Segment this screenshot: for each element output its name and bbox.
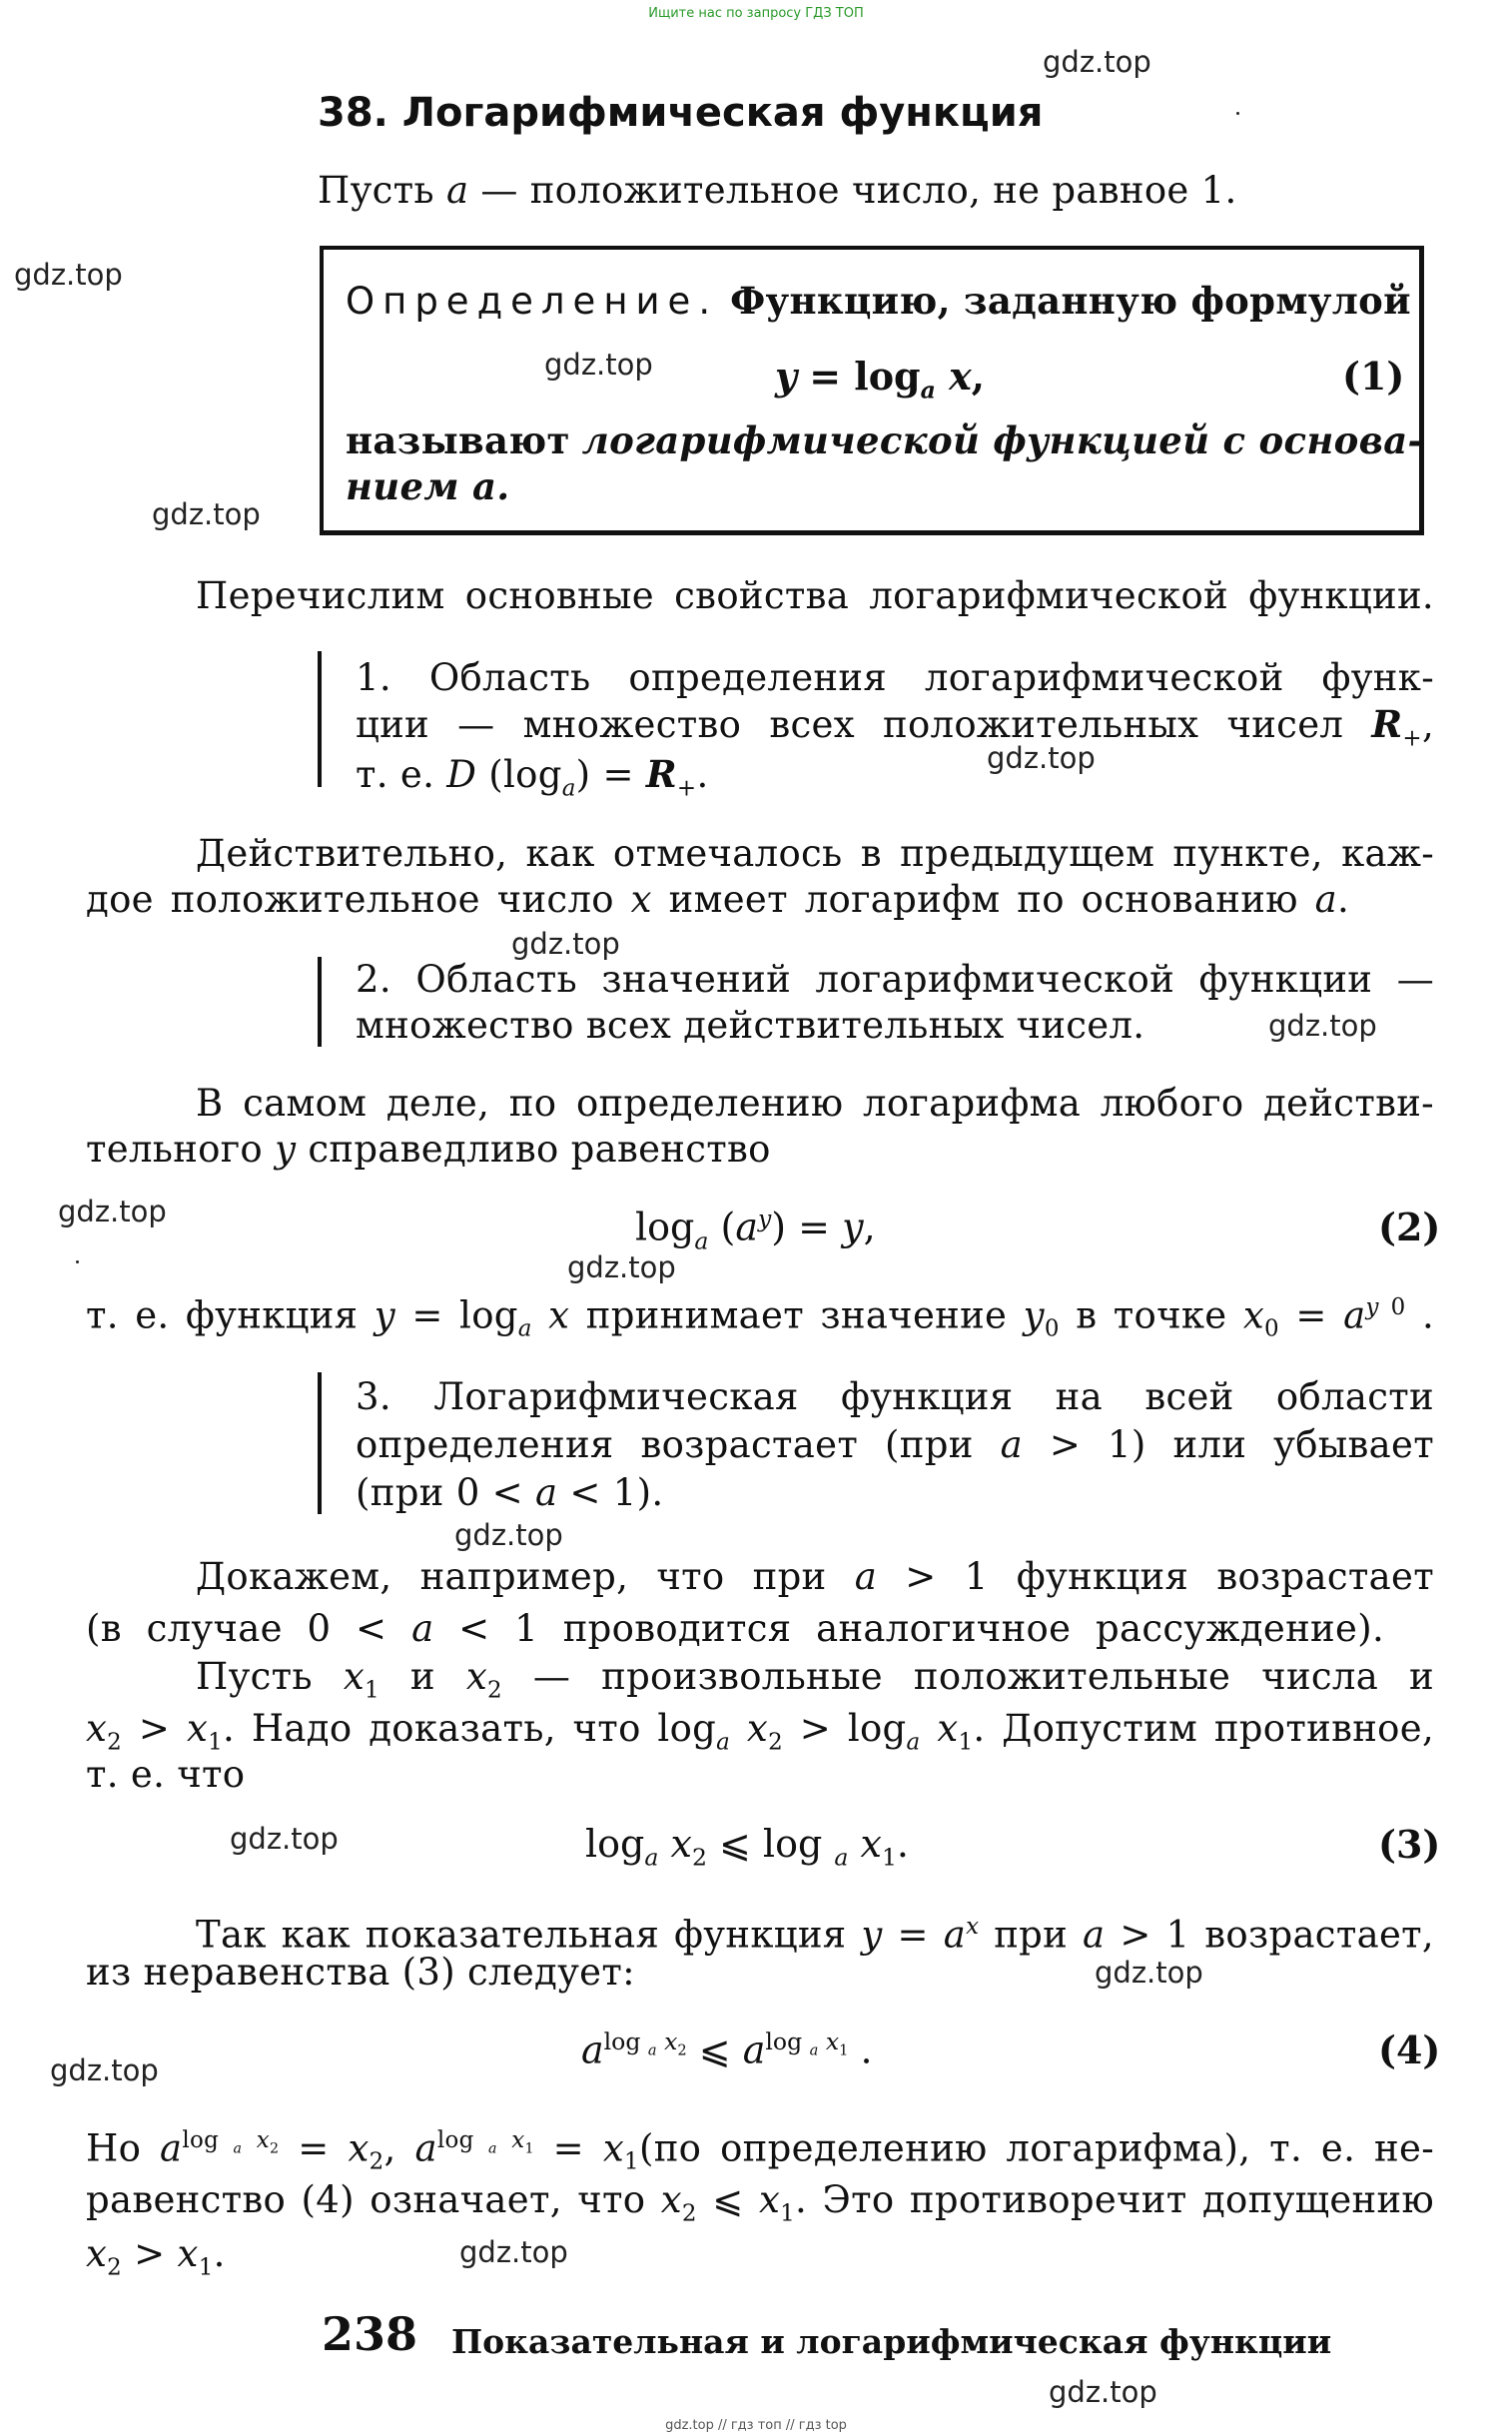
- watermark: gdz.top: [14, 258, 123, 292]
- list-intro: Перечислим основные свойства логарифмической функции.: [196, 574, 1434, 617]
- property-3-line-2: определения возрастает (при a > 1) или убывает: [356, 1423, 1434, 1466]
- formula-4: $a^{log _a x_2}$ ⩽ $a^{log _a x_1}$ .: [581, 2028, 873, 2072]
- paragraph-1-line-1: Действительно, как отмечалось в предыдущем пункте, каж-: [196, 832, 1434, 875]
- paragraph-3: т. е. функция $y = \log_a x$ принимает значение $y_0$ в точке $x_0 = a^{y 0}$ .: [86, 1293, 1435, 1342]
- definition-line-3: называют логарифмической функцией с основа-: [346, 418, 1424, 462]
- property-bar: [318, 651, 322, 787]
- property-1-line-2: ции — множество всех положительных чисел $R_+$,: [356, 702, 1434, 752]
- paragraph-6-line-2: из неравенства (3) следует:: [86, 1951, 635, 1994]
- watermark: gdz.top: [1268, 1009, 1377, 1043]
- watermark: gdz.top: [1043, 45, 1151, 79]
- definition-line-1: Определение. Функцию, заданную формулой: [346, 279, 1411, 323]
- formula-2: $\log_a (a^y) = y$,: [635, 1205, 876, 1255]
- paragraph-7-line-2: равенство (4) означает, что $x_2$ ⩽ $x_1$. Это противоречит допущению: [86, 2178, 1434, 2227]
- paragraph-2-line-2: тельного y справедливо равенство: [86, 1128, 771, 1171]
- paragraph-7-line-1: Но $a^{log _a x_2} = x_2$, $a^{log _a x_1} = x_1(по$ определению логарифма), т. е. не-: [86, 2126, 1434, 2175]
- footer-note: gdz.top // гдз топ // гдз top: [665, 2418, 847, 2433]
- watermark: gdz.top: [511, 927, 620, 961]
- equation-number-3: (3): [1378, 1822, 1441, 1867]
- property-2-line-1: 2. Область значений логарифмической функции —: [356, 958, 1434, 1001]
- equation-number-4: (4): [1378, 2028, 1441, 2072]
- paragraph-1-line-2: дое положительное число x имеет логарифм по основанию a.: [86, 878, 1349, 921]
- equation-number-2: (2): [1378, 1205, 1441, 1249]
- intro-text: Пусть a — положительное число, не равное 1.: [318, 169, 1237, 212]
- property-bar: [318, 957, 322, 1047]
- paragraph-6-line-1: Так как показательная функция $y = a^x$ при a > 1 возрастает,: [196, 1913, 1434, 1957]
- watermark: gdz.top: [50, 2053, 159, 2087]
- paragraph-5-line-1: Пусть $x_1$ и $x_2$ — произвольные положительные числа и: [196, 1655, 1435, 1704]
- paragraph-5-line-2: $x_2 > x_1$. Надо доказать, что $\log_a x_2 > \log_a x_1$. Допустим противное,: [86, 1707, 1435, 1756]
- definition-title: Определение.: [346, 280, 719, 323]
- property-3-line-3: (при 0 < a < 1).: [356, 1471, 664, 1514]
- watermark: gdz.top: [567, 1250, 676, 1284]
- property-2-line-2: множество всех действительных чисел.: [356, 1004, 1145, 1047]
- paragraph-5-line-3: т. е. что: [86, 1753, 246, 1796]
- formula-3: $\log_a x_2$ ⩽ log $_a$ $x_1$.: [585, 1822, 910, 1872]
- watermark: gdz.top: [152, 497, 261, 531]
- watermark: gdz.top: [454, 1518, 563, 1552]
- definition-line-4: нием a.: [346, 464, 510, 508]
- watermark: gdz.top: [987, 741, 1096, 775]
- section-heading: 38. Логарифмическая функция: [318, 90, 1044, 136]
- paragraph-4-line-2: (в случае 0 < a < 1 проводится аналогичное рассуждение).: [86, 1607, 1384, 1650]
- property-1-line-3: т. е. D $(\log_a) = R_+$.: [356, 752, 709, 802]
- definition-formula: $y = \log_a x$,: [775, 354, 985, 405]
- watermark: gdz.top: [544, 348, 653, 382]
- property-3-line-1: 3. Логарифмическая функция на всей области: [356, 1375, 1434, 1418]
- page-number: 238: [322, 2307, 418, 2361]
- paragraph-4-line-1: Докажем, например, что при a > 1 функция возрастает: [196, 1555, 1434, 1598]
- property-bar: [318, 1372, 322, 1514]
- watermark: gdz.top: [230, 1822, 339, 1856]
- equation-number-1: (1): [1342, 354, 1405, 399]
- header-note: Ищите нас по запросу ГДЗ ТОП: [648, 6, 864, 21]
- watermark: gdz.top: [1095, 1956, 1203, 1990]
- watermark: gdz.top: [58, 1195, 167, 1228]
- watermark: gdz.top: [1049, 2375, 1157, 2409]
- running-head: Показательная и логарифмическая функции: [451, 2322, 1332, 2361]
- paragraph-2-line-1: В самом деле, по определению логарифма любого действи-: [196, 1082, 1434, 1125]
- watermark: gdz.top: [459, 2235, 568, 2269]
- speck: [76, 1260, 79, 1263]
- property-1-line-1: 1. Область определения логарифмической функ-: [356, 656, 1434, 699]
- paragraph-7-line-3: $x_2 > x_1$.: [86, 2232, 226, 2281]
- speck: [1236, 112, 1239, 115]
